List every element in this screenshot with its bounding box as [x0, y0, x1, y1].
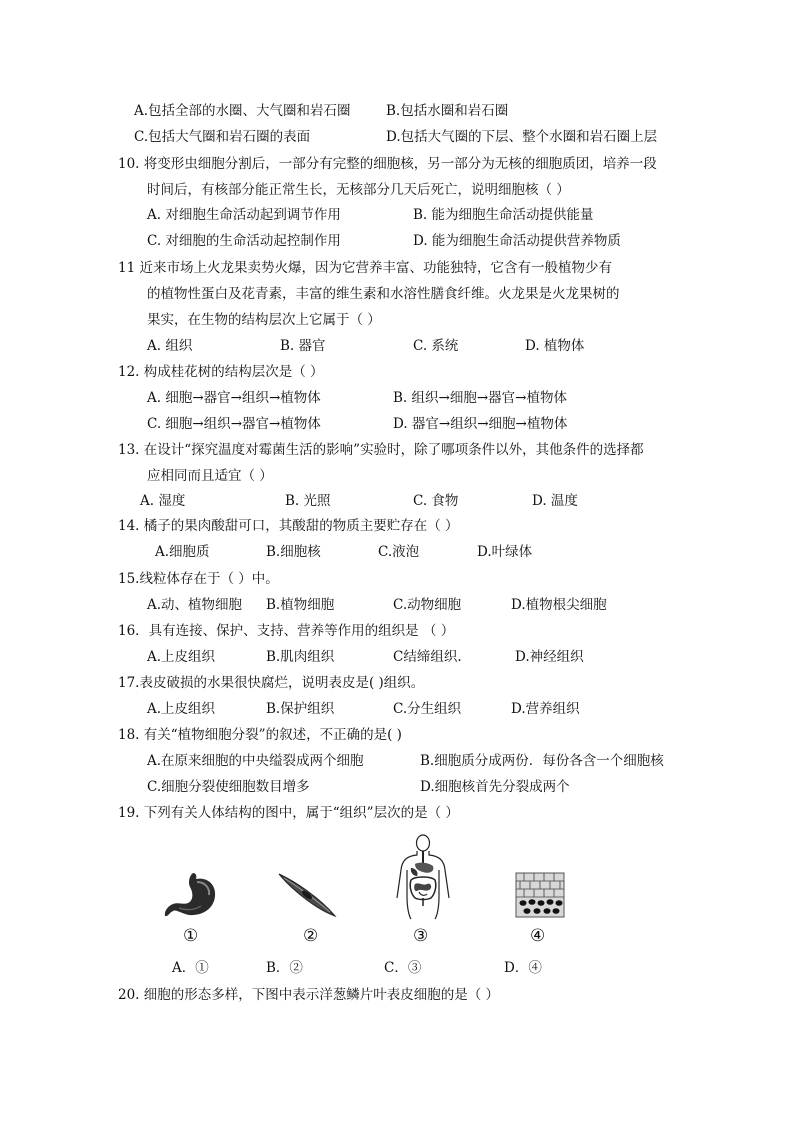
q11-option-b: B. 器官 — [280, 338, 326, 354]
q19-stem: 19. 下列有关人体结构的图中，属于“组织”层次的是（ ） — [118, 805, 459, 821]
tissue-figure — [515, 872, 565, 918]
q20-stem: 20. 细胞的形态多样，下图中表示洋葱鳞片叶表皮细胞的是（ ） — [118, 987, 500, 1003]
q15-option-d: D.植物根尖细胞 — [511, 597, 607, 613]
q12-option-a: A. 细胞→器官→组织→植物体 — [147, 390, 321, 406]
q12-option-b: B. 组织→细胞→器官→植物体 — [393, 390, 567, 406]
q19-option-c: C．③ — [384, 960, 422, 976]
q18-option-c: C.细胞分裂使细胞数目增多 — [147, 779, 310, 795]
q10-option-d: D. 能为细胞生命活动提供营养物质 — [413, 233, 621, 249]
q14-stem: 14. 橘子的果肉酸甜可口，其酸甜的物质主要贮存在（ ） — [118, 518, 459, 534]
q17-option-b: B.保护组织 — [266, 701, 335, 717]
q15-option-b: B.植物细胞 — [266, 597, 335, 613]
q12-option-c: C. 细胞→组织→器官→植物体 — [147, 416, 321, 432]
q12-stem: 12. 构成桂花树的结构层次是（ ） — [118, 364, 324, 380]
q19-option-a: A．① — [172, 960, 209, 976]
q14-option-b: B.细胞核 — [266, 544, 321, 560]
q10-stem-line1: 10. 将变形虫细胞分割后，一部分有完整的细胞核，另一部分为无核的细胞质团，培养一段 — [118, 156, 657, 172]
q13-option-d: D. 温度 — [532, 493, 578, 509]
q16-option-d: D.神经组织 — [515, 649, 584, 665]
q13-option-c: C. 食物 — [413, 493, 459, 509]
q10-stem-line2: 时间后，有核部分能正常生长，无核部分几天后死亡，说明细胞核（ ） — [147, 182, 570, 198]
q17-stem: 17.表皮破损的水果很快腐烂，说明表皮是( )组织。 — [118, 675, 425, 691]
q14-option-a: A.细胞质 — [155, 544, 210, 560]
q9-option-a: A.包括全部的水圈、大气圈和岩石圈 — [134, 103, 351, 119]
muscle-cell-figure — [276, 870, 338, 920]
q11-stem-line1: 11 近来市场上火龙果卖势火爆，因为它营养丰富、功能独特，它含有一般植物少有 — [118, 260, 612, 276]
q18-stem: 18. 有关“植物细胞分裂”的叙述，不正确的是( ) — [118, 727, 402, 743]
q13-stem-line1: 13. 在设计“探究温度对霉菌生活的影响”实验时，除了哪项条件以外，其他条件的选择都 — [118, 442, 644, 458]
figure-label-4: ④ — [530, 926, 546, 946]
q16-option-c: C结缔组织. — [393, 649, 462, 665]
figure-label-1: ① — [183, 926, 199, 946]
q15-stem: 15.线粒体存在于（ ）中。 — [118, 571, 279, 587]
q11-option-a: A. 组织 — [147, 338, 193, 354]
q11-option-d: D. 植物体 — [525, 338, 585, 354]
q10-option-a: A. 对细胞生命活动起到调节作用 — [147, 207, 341, 223]
q18-option-a: A.在原来细胞的中央缢裂成两个细胞 — [147, 753, 364, 769]
q16-option-a: A.上皮组织 — [147, 649, 216, 665]
q15-option-c: C.动物细胞 — [393, 597, 462, 613]
q11-stem-line3: 果实，在生物的结构层次上它属于（ ） — [147, 312, 381, 328]
q18-option-b: B.细胞质分成两份．每份各含一个细胞核 — [420, 753, 664, 769]
q14-option-c: C.液泡 — [378, 544, 420, 560]
q10-option-b: B. 能为细胞生命活动提供能量 — [413, 207, 594, 223]
q9-option-b: B.包括水圈和岩石圈 — [386, 103, 509, 119]
human-body-figure — [393, 834, 453, 920]
q11-stem-line2: 的植物性蛋白及花青素，丰富的维生素和水溶性膳食纤维。火龙果是火龙果树的 — [147, 286, 620, 302]
q13-option-b: B. 光照 — [285, 493, 331, 509]
q9-option-d: D.包括大气圈的下层、整个水圈和岩石圈上层 — [386, 129, 658, 145]
q15-option-a: A.动、植物细胞 — [147, 597, 243, 613]
q10-option-c: C. 对细胞的生命活动起控制作用 — [147, 233, 341, 249]
q13-option-a: A. 湿度 — [140, 493, 186, 509]
q16-stem: 16．具有连接、保护、支持、营养等作用的组织是 （ ） — [118, 623, 455, 639]
q18-option-d: D.细胞核首先分裂成两个 — [420, 779, 570, 795]
q16-option-b: B.肌肉组织 — [266, 649, 335, 665]
q17-option-d: D.营养组织 — [511, 701, 580, 717]
q19-option-b: B．② — [266, 960, 303, 976]
q11-option-c: C. 系统 — [413, 338, 459, 354]
q12-option-d: D. 器官→组织→细胞→植物体 — [393, 416, 568, 432]
stomach-figure — [163, 870, 219, 920]
figure-label-2: ② — [303, 926, 319, 946]
q13-stem-line2: 应相同而且适宜（ ） — [147, 468, 273, 484]
q9-option-c: C.包括大气圈和岩石圈的表面 — [134, 129, 311, 145]
q14-option-d: D.叶绿体 — [477, 544, 533, 560]
figure-label-3: ③ — [413, 926, 429, 946]
q19-option-d: D．④ — [504, 960, 542, 976]
q17-option-a: A.上皮组织 — [147, 701, 216, 717]
q17-option-c: C.分生组织 — [393, 701, 462, 717]
